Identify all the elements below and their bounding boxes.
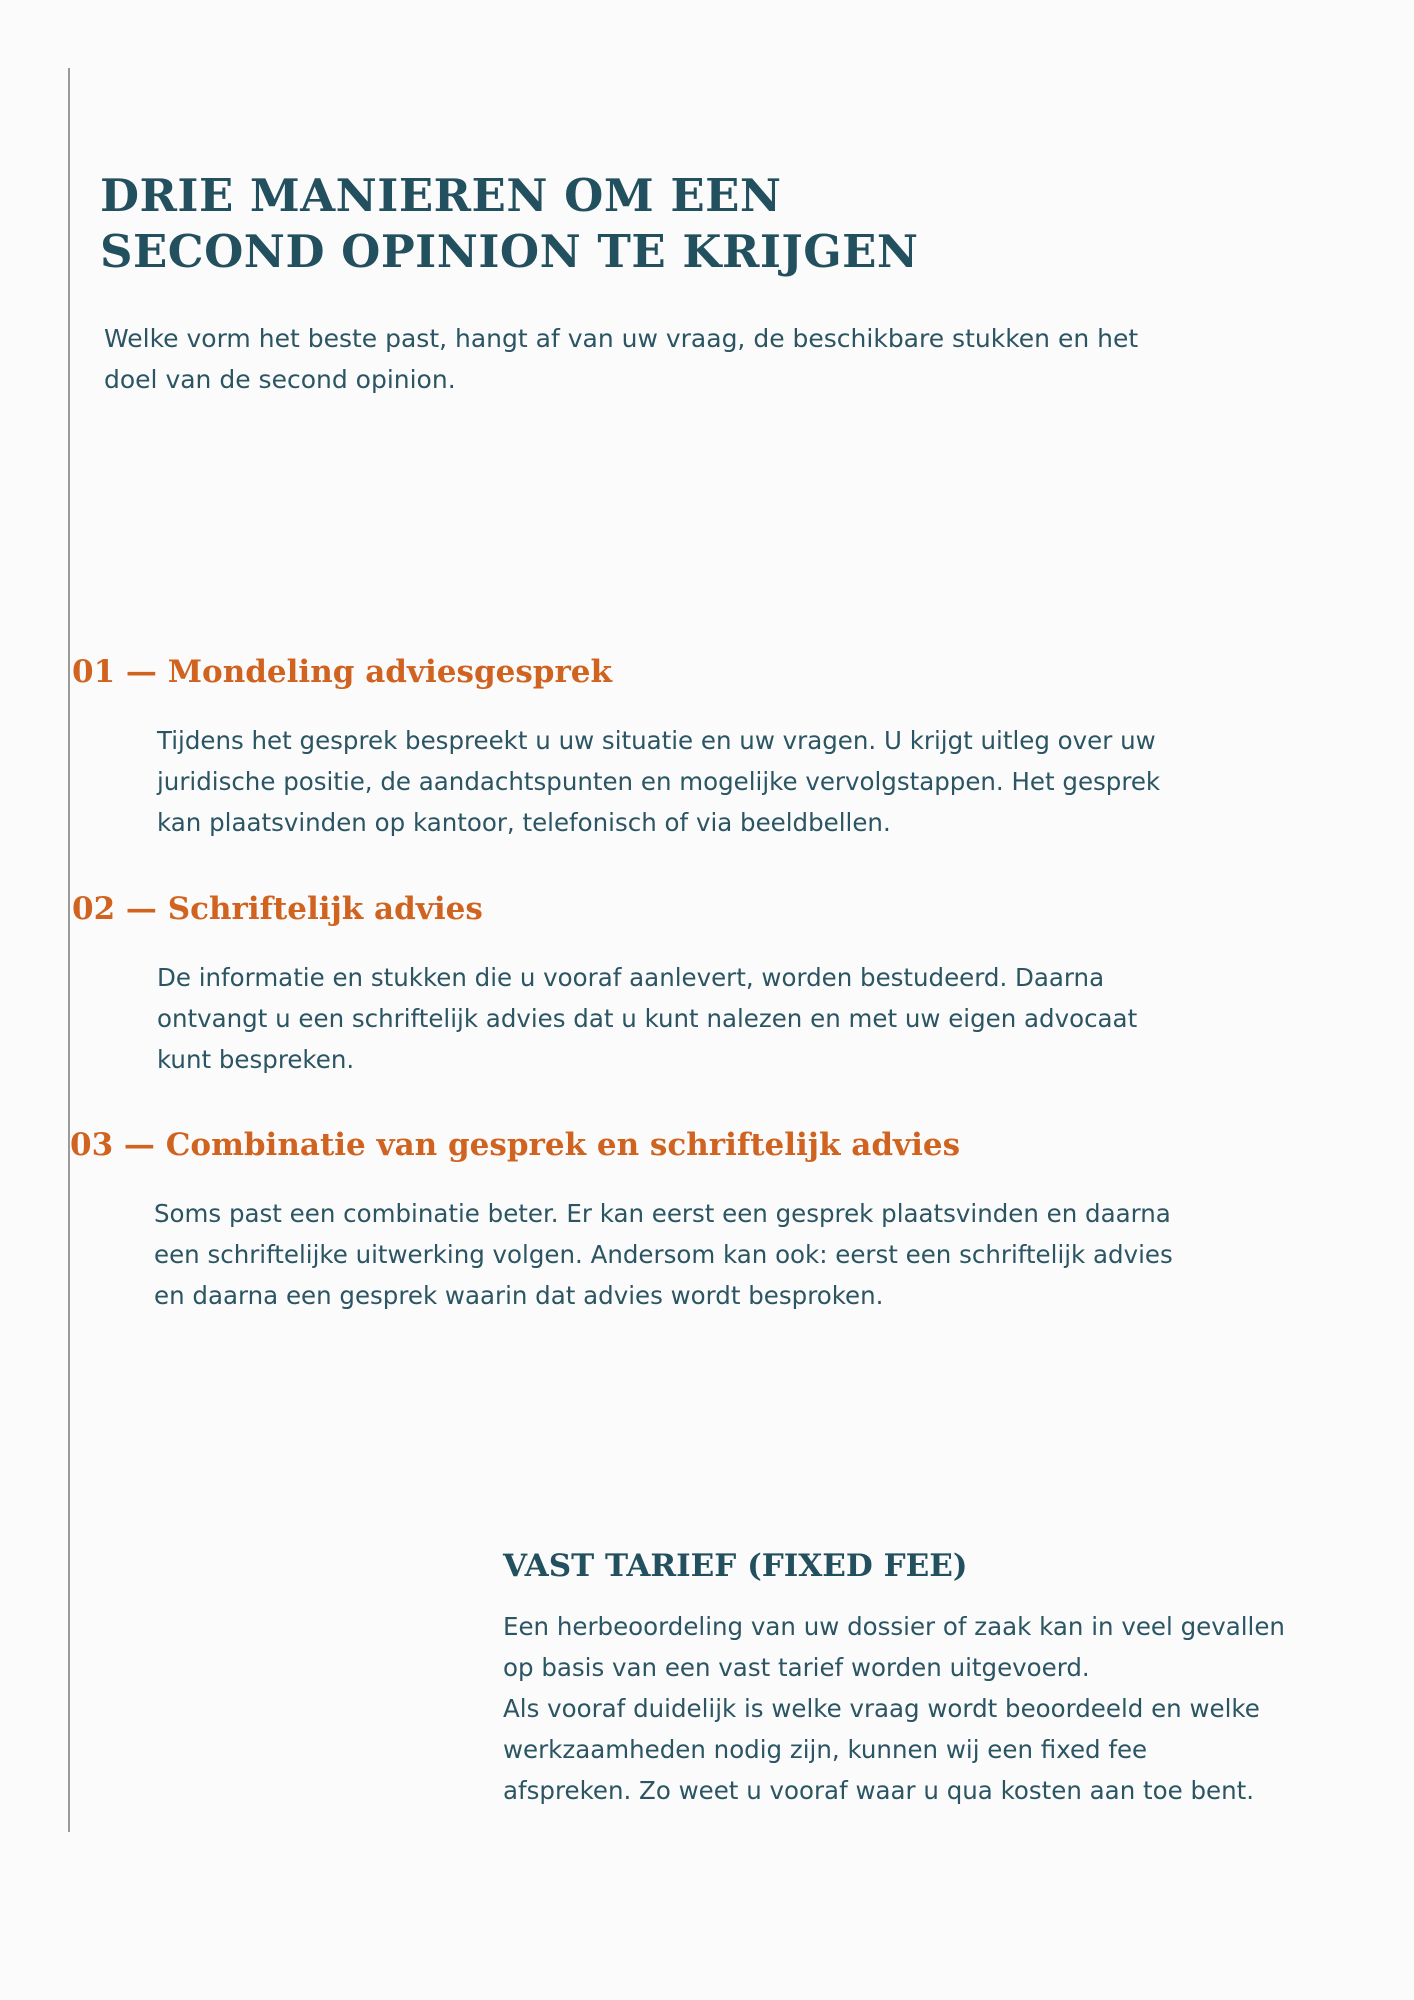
- option-3-line-2: een schriftelijke uitwerking volgen. Andersom kan ook: eerst een schriftelijk advies: [154, 1240, 1173, 1269]
- page-title: [100, 168, 1000, 280]
- page-title-line-2: SECOND OPINION TE KRIJGEN: [100, 225, 919, 278]
- option-2-line-1: De informatie en stukken die u vooraf aanlevert, worden bestudeerd. Daarna: [157, 963, 1105, 992]
- option-3-line-1: Soms past een combinatie beter. Er kan eerst een gesprek plaatsvinden en daarna: [154, 1199, 1171, 1228]
- option-1-heading: 01 — Mondeling adviesgesprek: [72, 654, 613, 690]
- fixed-fee-line-3: Als vooraf duidelijk is welke vraag wordt beoordeeld en welke: [503, 1694, 1260, 1723]
- option-1-line-1: Tijdens het gesprek bespreekt u uw situatie en uw vragen. U krijgt uitleg over uw: [157, 726, 1156, 755]
- intro-line-2: doel van de second opinion.: [104, 365, 456, 394]
- fixed-fee-line-4: werkzaamheden nodig zijn, kunnen wij een fixed fee: [503, 1735, 1148, 1764]
- fixed-fee-line-1: Een herbeoordeling van uw dossier of zaak kan in veel gevallen: [503, 1612, 1285, 1641]
- intro-paragraph: [104, 318, 1139, 400]
- page-title-line-1: DRIE MANIEREN OM EEN: [100, 169, 782, 222]
- option-1-body: [157, 720, 1257, 843]
- option-1-line-2: juridische positie, de aandachtspunten en mogelijke vervolgstappen. Het gesprek: [157, 767, 1161, 796]
- option-2-line-3: kunt bespreken.: [157, 1045, 355, 1074]
- option-3-body: [154, 1193, 1254, 1316]
- option-2-line-2: ontvangt u een schriftelijk advies dat u kunt nalezen en met uw eigen advocaat: [157, 1004, 1138, 1033]
- option-3-heading: 03 — Combinatie van gesprek en schriftelijk advies: [70, 1127, 961, 1163]
- option-1-line-3: kan plaatsvinden op kantoor, telefonisch of via beeldbellen.: [157, 808, 891, 837]
- option-3-line-3: en daarna een gesprek waarin dat advies wordt besproken.: [154, 1281, 884, 1310]
- fixed-fee-line-5: afspreken. Zo weet u vooraf waar u qua kosten aan toe bent.: [503, 1776, 1255, 1805]
- fixed-fee-line-2: op basis van een vast tarief worden uitgevoerd.: [503, 1653, 1090, 1682]
- fixed-fee-body: [503, 1606, 1383, 1811]
- option-2-heading: 02 — Schriftelijk advies: [72, 891, 483, 927]
- intro-line-1: Welke vorm het beste past, hangt af van uw vraag, de beschikbare stukken en het: [104, 324, 1139, 353]
- fixed-fee-heading: VAST TARIEF (FIXED FEE): [503, 1548, 968, 1584]
- left-margin-rule: [68, 68, 70, 1832]
- option-2-body: [157, 957, 1257, 1080]
